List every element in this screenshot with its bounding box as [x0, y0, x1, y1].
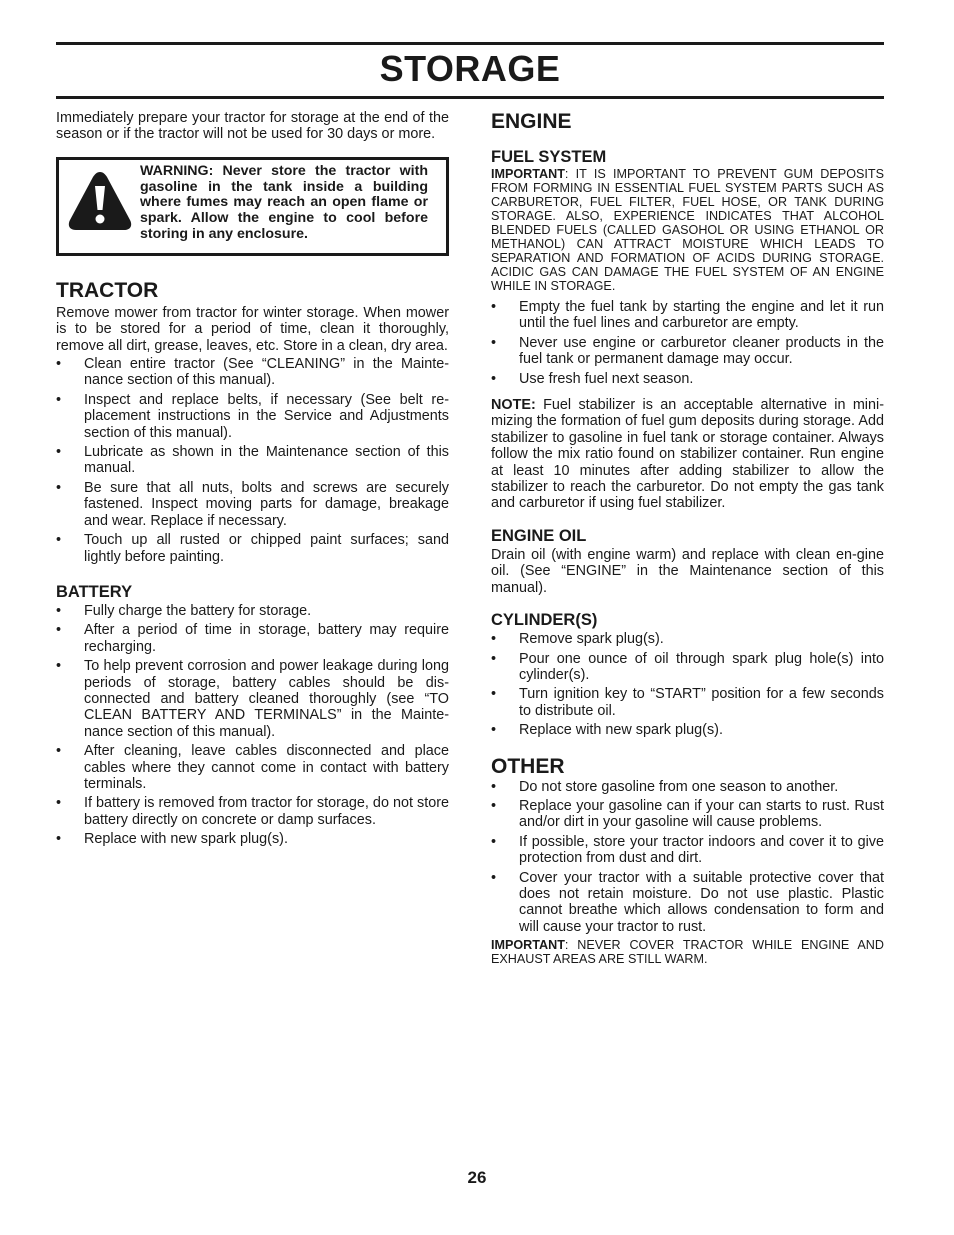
important-label: IMPORTANT: [491, 938, 565, 953]
engine-oil-text: Drain oil (with engine warm) and replace with clean en-gine oil. (See “ENGINE” in the Maintenance section of this manual).: [491, 546, 884, 596]
list-item: • Remove spark plug(s).: [491, 631, 664, 648]
warning-exclamation-icon: [67, 170, 133, 237]
title-underline-rule: [56, 96, 884, 99]
page-number: 26: [467, 1168, 487, 1187]
list-item: • Lubricate as shown in the Maintenance section of this manual.: [56, 444, 449, 477]
other-important: IMPORTANT: NEVER COVER TRACTOR WHILE ENGINE AND EXHAUST AREAS ARE STILL WARM.: [491, 938, 884, 967]
list-item: • After cleaning, leave cables disconnected and place cables where they cannot come in contact with battery terminals.: [56, 743, 449, 792]
list-item: • Replace with new spark plug(s).: [491, 722, 723, 739]
engine-heading: ENGINE: [491, 110, 572, 133]
intro-paragraph: Immediately prepare your tractor for storage at the end of the season or if the tractor will not be used for 30 days or more.: [56, 110, 449, 143]
battery-list: [56, 603, 449, 848]
other-list: [491, 779, 884, 936]
list-item: • Be sure that all nuts, bolts and screws are securely fastened. Inspect moving parts for damage, breakage and wear. Replace if necessary.: [56, 479, 449, 529]
battery-heading: BATTERY: [56, 582, 133, 601]
warning-text: WARNING: Never store the tractor with gasoline in the tank inside a building where fumes may reach an open flame or spark. Allow the engine to cool before storing in any enclosure.: [140, 162, 428, 242]
list-item: • Do not store gasoline from one season to another.: [491, 778, 839, 795]
list-item: • Empty the fuel tank by starting the engine and let it run until the fuel lines and carburetor are empty.: [491, 299, 884, 332]
tractor-heading: TRACTOR: [56, 278, 159, 302]
list-item: • If possible, store your tractor indoors and cover it to give protection from dust and dirt.: [491, 833, 884, 867]
fuel-system-important: IMPORTANT: IT IS IMPORTANT TO PREVENT GUM DEPOSITS FROM FORMING IN ESSENTIAL FUEL SYSTEM PARTS SUCH AS CARBURETOR, FUEL FILTER, FUEL HOSE, OR TANK DURING STORAGE. ALSO, EXPERIENCE INDICATES THAT ALCOHOL BLENDED FUELS (CALLED GASOHOL OR USING ETHANOL OR METHANOL) CAN ATTRACT MOISTURE WHICH LEADS TO SEPARATION AND FORMATION OF ACIDS DURING STORAGE. ACIDIC GAS CAN DAMAGE THE FUEL SYSTEM OF AN ENGINE WHILE IN STORAGE.: [491, 167, 884, 293]
warning-box: [56, 157, 449, 256]
list-item: • Pour one ounce of oil through spark plug hole(s) into cylinder(s).: [491, 650, 884, 683]
cylinders-list: [491, 631, 884, 738]
list-item: • To help prevent corrosion and power leakage during long periods of storage, battery cables should be dis-connected and battery cleaned thoroughly (see “TO CLEAN BATTERY AND TERMINALS” in the Mainte-nance section of this manual).: [56, 658, 449, 740]
list-item: • Never use engine or carburetor cleaner products in the fuel tank or permanent damage may occur.: [491, 334, 884, 368]
tractor-list: [56, 356, 449, 565]
list-item: • Clean entire tractor (See “CLEANING” in the Mainte-nance section of this manual).: [56, 356, 449, 389]
tractor-intro: Remove mower from tractor for winter storage. When mower is to be stored for a period of time, clean it thoroughly, remove all dirt, grease, leaves, etc. Store in a clean, dry area.: [56, 304, 449, 354]
list-item: • Turn ignition key to “START” position for a few seconds to distribute oil.: [491, 686, 884, 719]
fuel-system-heading: FUEL SYSTEM: [491, 148, 607, 166]
top-rule: [56, 42, 884, 45]
cylinders-heading: CYLINDER(S): [491, 611, 598, 630]
right-column: [491, 110, 884, 966]
list-item: • Replace with new spark plug(s).: [56, 831, 288, 848]
fuel-system-list: [491, 299, 884, 387]
note-label: NOTE:: [491, 397, 536, 414]
list-item: • After a period of time in storage, battery may require recharging.: [56, 622, 449, 655]
left-column: [56, 110, 449, 851]
list-item: • Inspect and replace belts, if necessary (See belt re-placement instructions in the Service and Adjustments section of this manual).: [56, 391, 449, 441]
page-title: STORAGE: [379, 48, 561, 89]
list-item: • If battery is removed from tractor for storage, do not store battery directly on concrete or damp surfaces.: [56, 795, 449, 828]
list-item: • Fully charge the battery for storage.: [56, 602, 312, 619]
engine-oil-heading: ENGINE OIL: [491, 526, 587, 545]
other-heading: OTHER: [491, 754, 565, 778]
list-item: • Cover your tractor with a suitable protective cover that does not retain moisture. Do not use plastic. Plastic cannot breathe which allows condensation to form and will cause your tractor to rust.: [491, 869, 884, 935]
important-label: IMPORTANT: [491, 167, 565, 181]
fuel-stabilizer-note: NOTE: Fuel stabilizer is an acceptable alternative in mini-mizing the formation of fuel gum deposits during storage. Add stabilizer to gasoline in fuel tank or storage container. Always follow the mix ratio found on stabilizer container. Run engine at least 10 minutes after adding stabilizer to allow the stabilizer to reach the carburetor. Do not empty the gas tank and carburetor if using fuel stabilizer.: [491, 397, 884, 512]
list-item: • Replace your gasoline can if your can starts to rust. Rust and/or dirt in your gasoline will cause problems.: [491, 797, 884, 831]
list-item: • Use fresh fuel next season.: [491, 370, 694, 387]
list-item: • Touch up all rusted or chipped paint surfaces; sand lightly before painting.: [56, 532, 449, 565]
